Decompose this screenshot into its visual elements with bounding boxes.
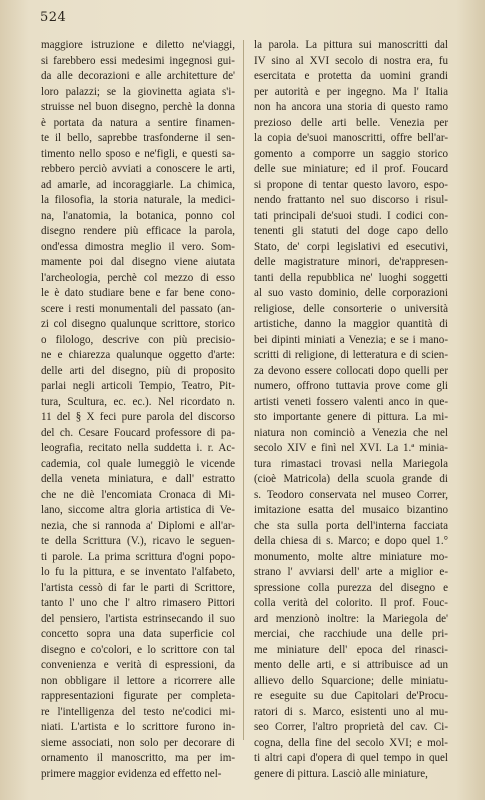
text-line: Stato, de' corpi legislativi ed esecutivi,	[254, 240, 448, 253]
text-line: ti altri capi d'opera di quel tempo in quel	[254, 752, 448, 764]
text-line: 11 del § X feci pure parola del discorso	[41, 411, 235, 423]
text-line: da alle decorazioni e alle architetture de'	[41, 70, 235, 82]
text-line: le è dato studiare bene e far bene cono-	[41, 287, 235, 299]
text-line: del pensiero, l'artista estrinsecando il suo	[41, 612, 235, 625]
text-line: s. Teodoro conservata nel museo Correr,	[254, 488, 448, 501]
text-line: me miniature dell' epoca del rinasci-	[254, 643, 448, 656]
text-line: niatura non cominciò a Venezia che nel	[254, 426, 448, 439]
text-line: seo Correr, l'altro proprietà del cav. Ci-	[254, 721, 448, 733]
text-line: monumento, molte altre miniature mo-	[254, 550, 448, 563]
text-line: maggiore istruzione e diletto ne'viaggi,	[41, 39, 235, 51]
text-line: scritti di religione, di letteratura e di scien-	[254, 349, 448, 361]
column-divider	[243, 40, 244, 740]
text-line: te della Scrittura (V.), ricavo le seguen-	[41, 535, 235, 547]
page-number: 524	[40, 10, 67, 25]
text-line: non obbligare il lettore a ricorrere alle	[41, 674, 235, 687]
text-line: ornamento il manoscritto, ma per im-	[41, 752, 235, 764]
text-line: ratori di s. Marco, esistenti uno al mu-	[254, 705, 448, 718]
text-line: tanto l' uno che l' altro rimasero Pittori	[41, 597, 235, 609]
text-line: timento nello sposo e ne'figli, e questi sa-	[41, 147, 235, 160]
text-line: za devono essere collocati dopo quelli per	[254, 364, 448, 377]
text-line: mento delle arti, e si attribuisce ad un	[254, 659, 448, 671]
text-line: disegno e co'colori, e lo scrittore con tal	[41, 643, 235, 656]
text-line: sieme associati, non solo per decorare di	[41, 736, 235, 749]
text-line: parlai negli articoli Tempio, Teatro, Pit-	[41, 380, 235, 392]
text-line: la parola. La pittura sui manoscritti dal	[254, 39, 448, 51]
text-line: della veneta miniatura, e dall' estratto	[41, 473, 235, 485]
text-line: convenienza e verità di espressioni, da	[41, 659, 235, 671]
text-line: scere i resti monumentali del passato (an-	[41, 302, 235, 315]
text-line: tati principali de'suoi studi. I codici con-	[254, 209, 448, 222]
text-line: imitazione esatta del musaico bizantino	[254, 504, 448, 516]
text-line: ard menzionò inoltre: la Mariegola de'	[254, 612, 448, 625]
text-line: colla verità del colorito. Il prof. Fouc-	[254, 597, 448, 609]
text-line: ne e chiarezza qualunque oggetto d'arte:	[41, 349, 235, 361]
text-line: al suo vasto dominio, delle corporazioni	[254, 287, 448, 299]
text-line: religiose, delle consorterie o università	[254, 302, 448, 315]
text-line: ti parole. La prima scrittura d'ogni popo-	[41, 550, 235, 563]
text-line: tenenti gli statuti del doge capo dello	[254, 225, 448, 237]
text-line: o filologo, descrive con più precisio-	[41, 333, 235, 346]
text-line: tura, Scultura, ec. ec.). Nel ricordato n.	[41, 395, 235, 408]
text-line: genere di pittura. Lasciò alle miniature,	[254, 767, 428, 780]
text-line: concetto sopra una data superficie col	[41, 628, 235, 640]
text-line: leografia, recitato nella suddetta i. r. Ac-	[41, 442, 235, 454]
text-line: merciai, che racchiude una delle pri-	[254, 628, 448, 640]
text-line: niati. L'artista e lo scrittore furono in-	[41, 721, 235, 733]
text-line: IV sino al XVI secolo di nostra era, fu	[254, 54, 448, 67]
text-line: secolo XIV e finì nel XVI. La 1.ª minia-	[254, 442, 448, 454]
text-line: gomento a comporre un saggio storico	[254, 147, 448, 160]
text-line: è portata da natura a sentire finamen-	[41, 116, 235, 129]
text-line: artisti veneti fossero valenti anco in que-	[254, 395, 448, 408]
text-line: si propone di tentar questo lavoro, espo-	[254, 178, 448, 191]
text-line: strano l' avviarsi dell' arte a miglior e-	[254, 566, 448, 578]
text-line: l'archeologia, perchè col mezzo di esso	[41, 271, 235, 284]
text-line: delle arti del disegno, più di proposito	[41, 364, 235, 377]
text-line: sto importante genere di pittura. La mi-	[254, 411, 448, 423]
text-line: per autorità e per ingegno. Ma l' Italia	[254, 85, 448, 98]
text-line: nendo frattanto nel suo discorso i risul-	[254, 194, 448, 206]
text-line: cademia, col quale lumeggiò le vicende	[41, 457, 235, 470]
text-line: bei dipinti miniati a Venezia; e se i mano-	[254, 333, 448, 346]
left-column	[41, 38, 235, 782]
text-line: nezia, che si rannoda a' Diplomi e all'ar-	[41, 519, 235, 532]
text-line: allievo dello Squarcione; delle miniatu-	[254, 674, 448, 687]
right-column	[254, 38, 448, 782]
text-line: non ha ancora una storia di questo ramo	[254, 101, 448, 113]
text-line: del ch. Cesare Foucard professore di pa-	[41, 426, 235, 439]
text-line: esercitata e protetta da uomini grandi	[254, 70, 448, 82]
text-line: che ne diè l'encomiata Cronaca di Mi-	[41, 488, 235, 501]
text-line: re l'intelligenza del testo ne'codici mi-	[41, 705, 235, 718]
text-line: re eseguite su due Capitolari de'Procu-	[254, 690, 448, 702]
text-line: (cioè Matricola) della scuola grande di	[254, 473, 448, 485]
text-line: l'artista cessò di far le parti di Scrittore,	[41, 581, 235, 594]
text-line: artistiche, danno la maggior quantità di	[254, 318, 448, 330]
text-line: lano, siccome altra gloria artistica di Ve-	[41, 504, 235, 516]
text-line: mamente poi dal disegno viene aiutata	[41, 256, 235, 268]
text-line: primere maggior evidenza ed effetto nel-	[41, 767, 222, 780]
text-line: la filosofia, la storia naturale, la medici-	[41, 194, 235, 206]
text-line: si farebbero essi medesimi ingegnosi gui-	[41, 54, 235, 67]
text-line: delle magistrature minori, de'rappresen-	[254, 256, 448, 268]
text-line: delle sue miniature; ed il prof. Foucard	[254, 163, 448, 175]
text-line: zi col disegno qualunque scrittore, storico	[41, 318, 235, 330]
text-line: tanti della repubblica ne' luoghi soggetti	[254, 271, 448, 284]
text-line: che sta sulla porta dell'interna facciata	[254, 519, 448, 532]
text-line: rebbero perciò avviati a conoscere le arti,	[41, 163, 235, 175]
text-line: tura rimastaci trovasi nella Mariegola	[254, 457, 448, 470]
text-line: disegno rendere più efficace la parola,	[41, 225, 235, 237]
text-line: della chiesa di s. Marco; e dopo quel 1.°	[254, 535, 448, 547]
text-line: te il bello, saprebbe trasfonderne il sen-	[41, 132, 235, 144]
text-line: na, l'anatomia, la botanica, ponno col	[41, 209, 235, 222]
text-line: rappresentazioni figurate per completa-	[41, 690, 235, 702]
text-line: spressione colla purezza del disegno e	[254, 581, 448, 594]
text-line: loro palazzi; se la giovinetta agiata s'i-	[41, 85, 235, 98]
text-line: prezioso delle arti belle. Venezia per	[254, 116, 448, 129]
text-line: cogna, della fine del secolo XVI; e mol-	[254, 736, 448, 749]
text-line: lo fu la pittura, e se inventato l'alfabeto,	[41, 566, 235, 578]
text-line: struisse nel buon disegno, perchè la donna	[41, 101, 235, 113]
text-line: la copia de'suoi manoscritti, offre bell'ar-	[254, 132, 448, 144]
text-line: ond'essa dimostra meglio il vero. Som-	[41, 240, 235, 253]
text-line: ad amarle, ad incoraggiarle. La chimica,	[41, 178, 235, 191]
text-line: numero, offrono tuttavia prove come gli	[254, 380, 448, 392]
